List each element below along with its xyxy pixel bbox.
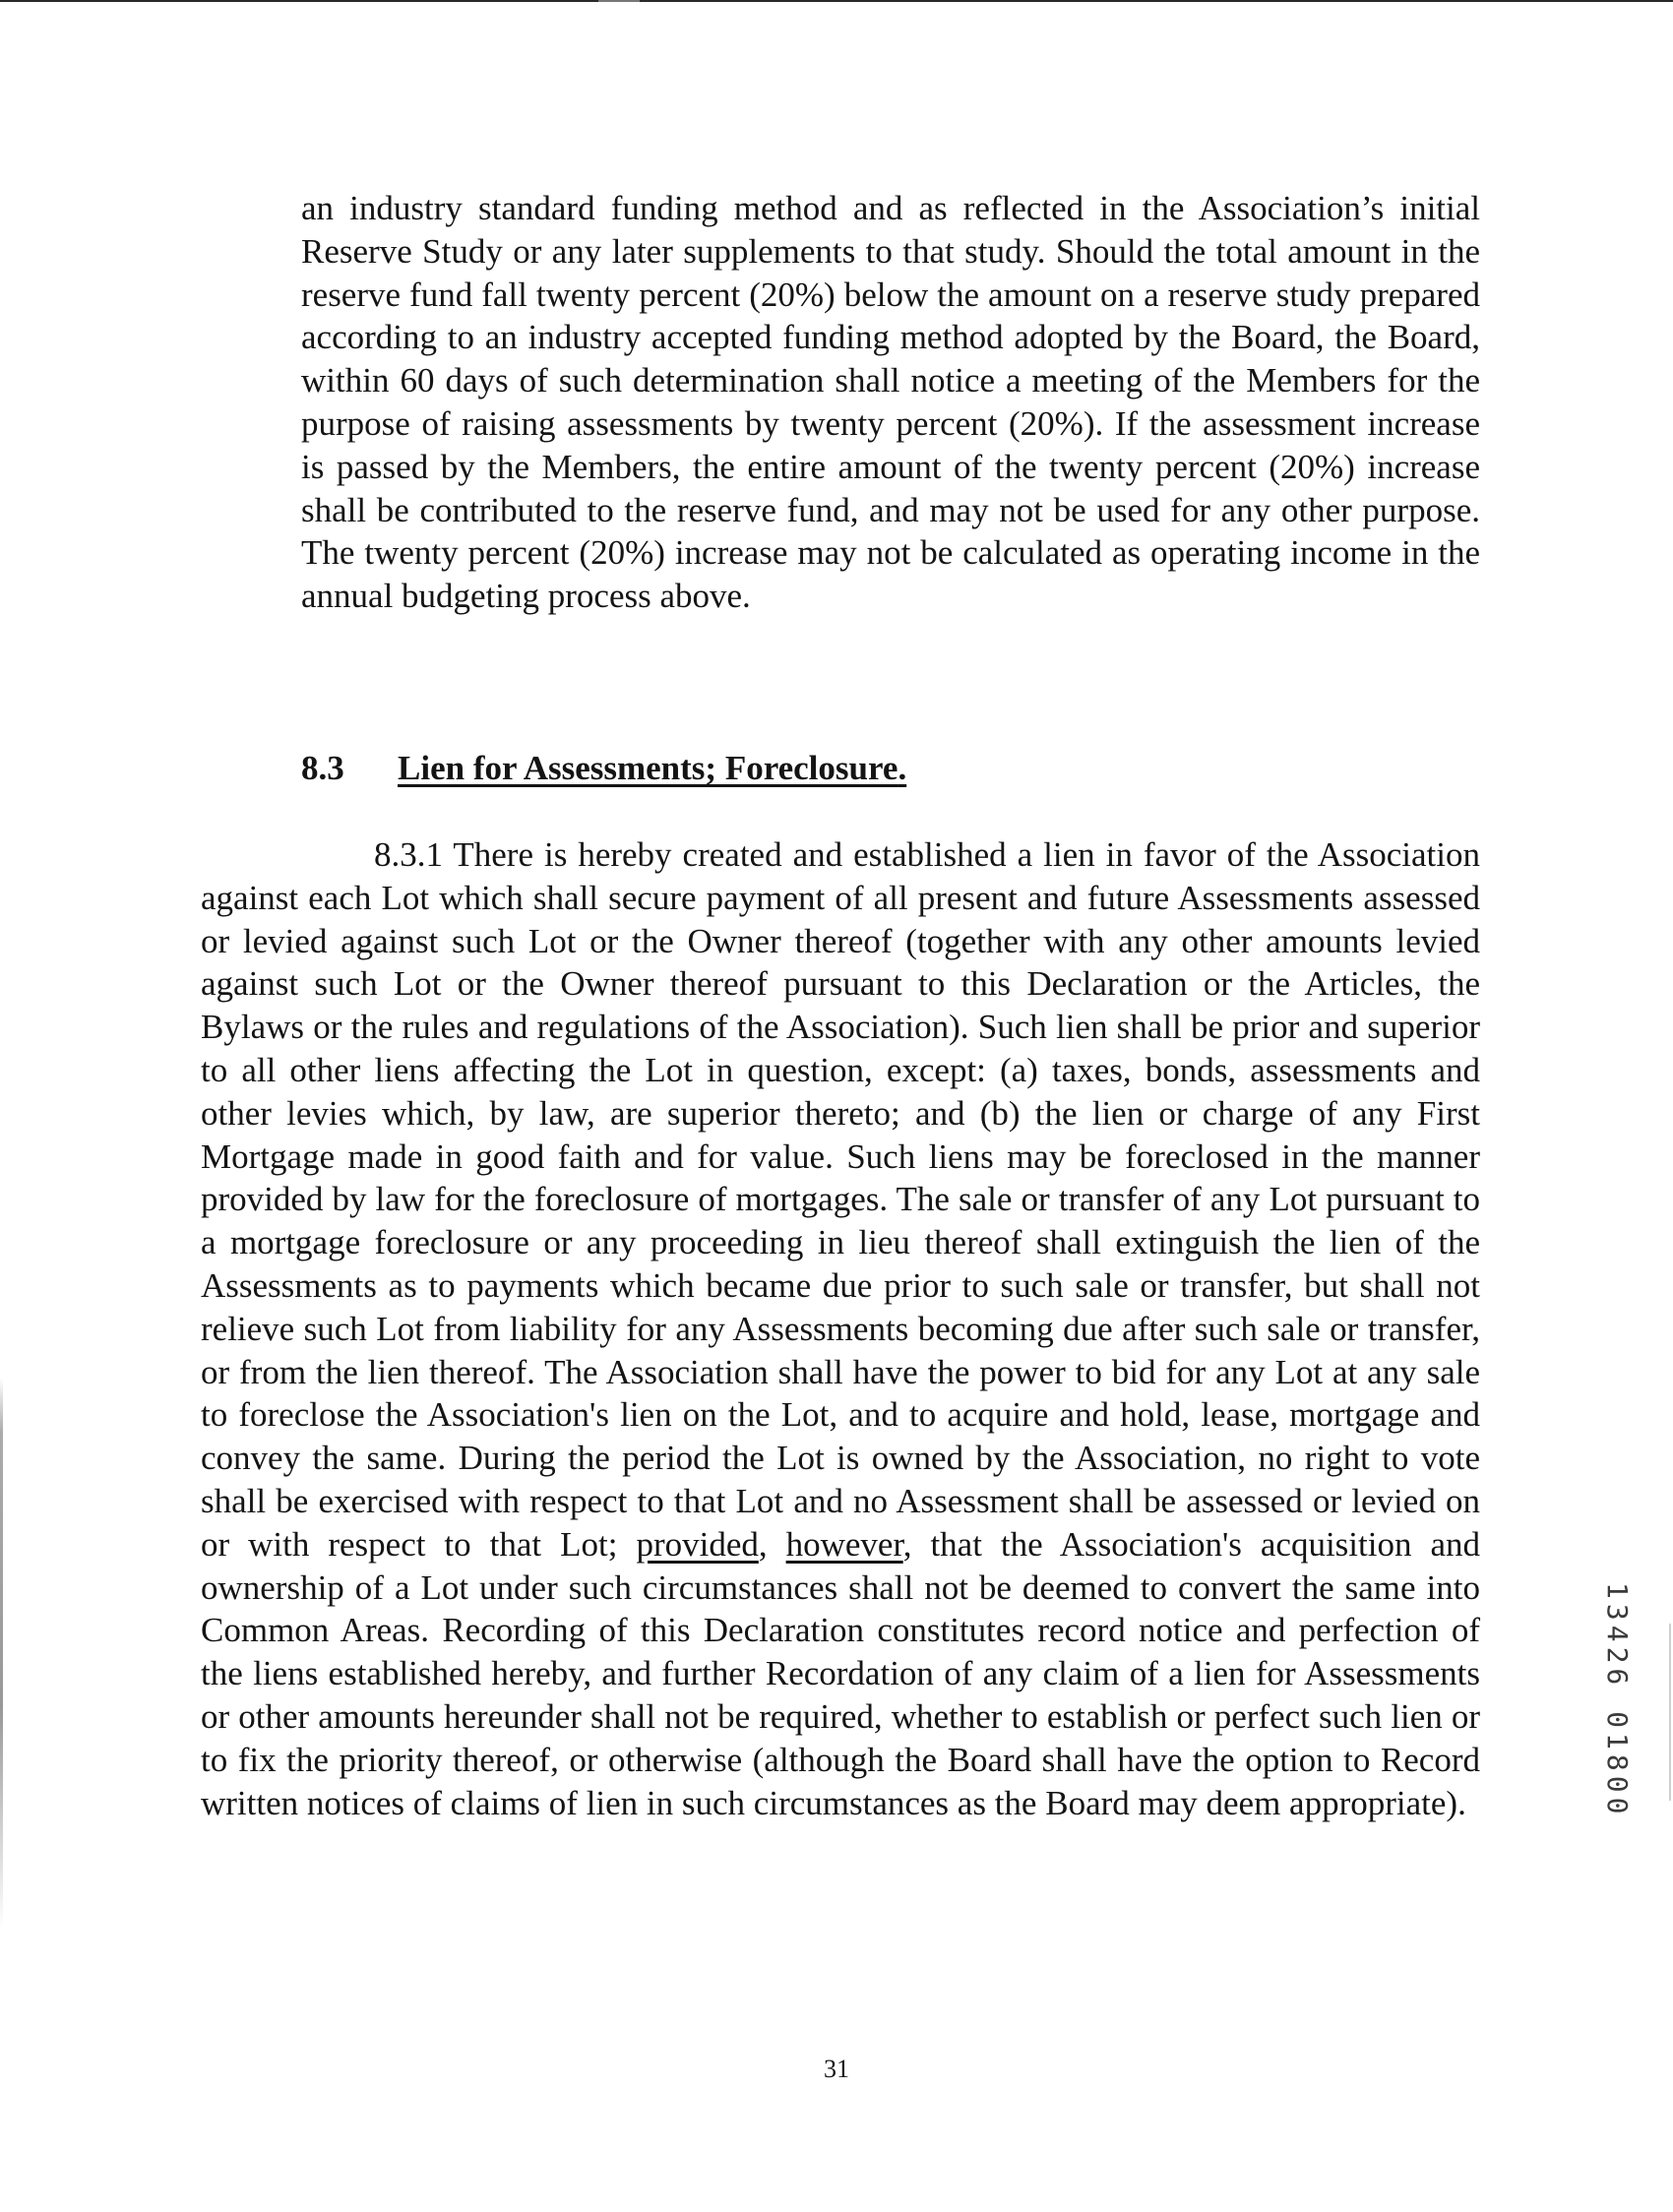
- subsection-text-between: ,: [758, 1524, 786, 1564]
- scan-top-edge: [0, 0, 1673, 2]
- subsection-text-part1: 8.3.1 There is hereby created and established a lien in favor of the Association against each Lot which shall secure payment of all present and future Assessments assessed or levied against such Lot or the Owner thereof (together with any other amounts levied against such Lot or the Owner thereof pursuant to this Declaration or the Articles, the Bylaws or the rules and regulations of the Association). Such lien shall be prior and superior to all other liens affecting the Lot in question, except: (a) taxes, bonds, assessments and other levies which, by law, are superior thereto; and (b) the lien or charge of any First Mortgage made in good faith and for value. Such liens may be foreclosed in the manner provided by law for the foreclosure of mortgages. The sale or transfer of any Lot pursuant to a mortgage foreclosure or any proceeding in lieu thereof shall extinguish the lien of the Assessments as to payments which became due prior to such sale or transfer, but shall not relieve such Lot from liability for any Assessments becoming due after such sale or transfer, or from the lien thereof. The Association shall have the power to bid for any Lot at any sale to foreclose the Association's lien on the Lot, and to acquire and hold, lease, mortgage and convey the same. During the period the Lot is owned by the Association, no right to vote shall be exercised with respect to that Lot and no Assessment shall be assessed or levied on or with respect to that Lot;: [201, 835, 1480, 1564]
- section-title: Lien for Assessments; Foreclosure: [398, 749, 898, 787]
- section-number: 8.3: [301, 749, 344, 787]
- recording-number-stamp: 13426 01800: [1601, 1582, 1634, 1819]
- scan-left-edge: [0, 1378, 3, 1929]
- section-title-terminator: .: [898, 749, 907, 787]
- scan-top-mark: [598, 0, 640, 2]
- scan-right-edge: [1669, 1624, 1671, 1801]
- subsection-text-part2: , that the Association's acquisition and ownership of a Lot under such circumstances shall not be deemed to convert the same into Common Areas. Recording of this Declaration constitutes record notice and perfection of the liens established hereby, and further Recordation of any claim of a lien for Assessments or other amounts hereunder shall not be required, whether to establish or perfect such lien or to fix the priority thereof, or otherwise (although the Board shall have the option to Record written notices of claims of lien in such circumstances as the Board may deem appropriate).: [201, 1524, 1480, 1822]
- section-title-wrapper: [398, 747, 906, 790]
- emphasis-provided: provided: [636, 1524, 759, 1564]
- continuation-paragraph: an industry standard funding method and as reflected in the Association’s initial Reserve Study or any later supplements to that study. Should the total amount in the reserve fund fall twenty percent (20%) below the amount on a reserve study prepared according to an industry accepted funding method adopted by the Board, the Board, within 60 days of such determination shall notice a meeting of the Members for the purpose of raising assessments by twenty percent (20%). If the assessment increase is passed by the Members, the entire amount of the twenty percent (20%) increase shall be contributed to the reserve fund, and may not be used for any other purpose. The twenty percent (20%) increase may not be calculated as operating income in the annual budgeting process above.: [301, 189, 1480, 616]
- page-number: 31: [824, 2055, 849, 2083]
- emphasis-however: however: [785, 1524, 903, 1564]
- subsection-8-3-1-paragraph: [201, 833, 1480, 1824]
